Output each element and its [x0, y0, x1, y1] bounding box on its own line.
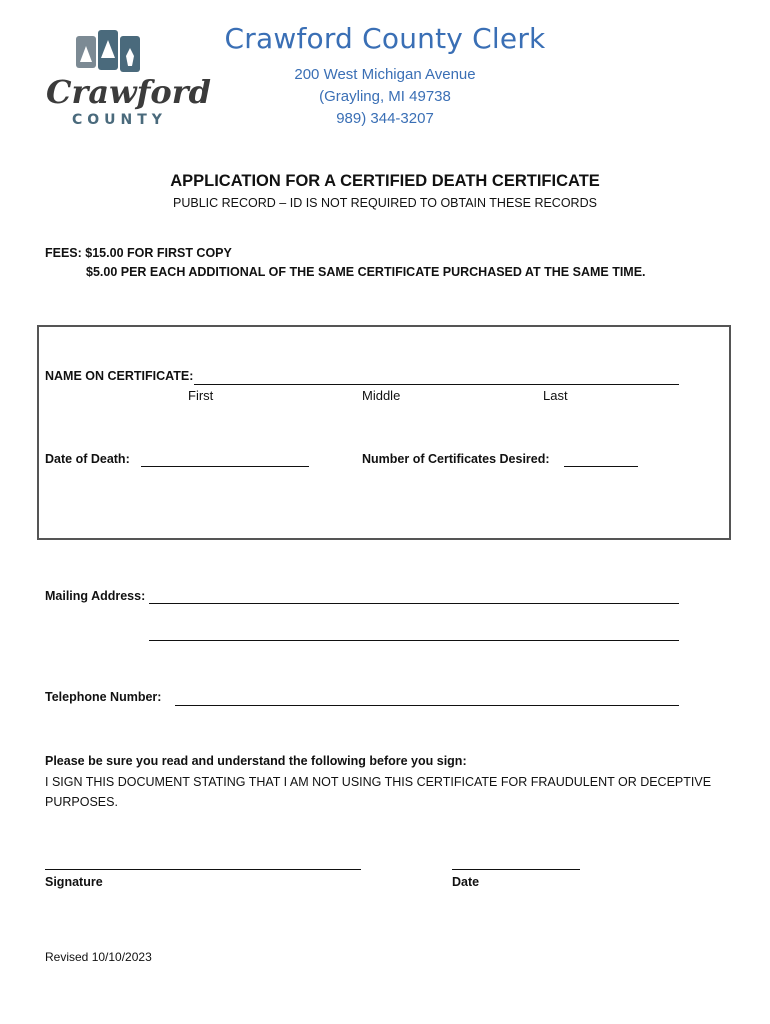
num-certificates-field[interactable] — [564, 466, 638, 467]
certificate-info-box — [37, 325, 731, 540]
date-of-death-field[interactable] — [141, 466, 309, 467]
date-of-death-label: Date of Death: — [45, 452, 130, 466]
telephone-field[interactable] — [175, 705, 679, 706]
address-line-2: (Grayling, MI 49738 — [319, 88, 451, 105]
telephone-label: Telephone Number: — [45, 690, 162, 704]
name-field[interactable] — [194, 384, 679, 385]
num-certificates-label: Number of Certificates Desired: — [362, 452, 550, 466]
form-subtitle: PUBLIC RECORD – ID IS NOT REQUIRED TO OBTAIN THESE RECORDS — [173, 196, 597, 210]
mailing-address-field-2[interactable] — [149, 640, 679, 641]
address-line-1: 200 West Michigan Avenue — [294, 66, 476, 83]
mailing-address-field-1[interactable] — [149, 603, 679, 604]
date-field[interactable] — [452, 869, 580, 870]
fees-first-copy: FEES: $15.00 FOR FIRST COPY — [45, 246, 232, 260]
date-label: Date — [452, 875, 480, 889]
svg-text:COUNTY: COUNTY — [72, 112, 167, 128]
phone-line: 989) 344-3207 — [336, 110, 434, 127]
mailing-address-label: Mailing Address: — [45, 589, 146, 603]
revised-date: Revised 10/10/2023 — [45, 950, 152, 964]
notice-text: I SIGN THIS DOCUMENT STATING THAT I AM NOT USING THIS CERTIFICATE FOR FRAUDULENT OR DECEPTIVE PURPOSES. — [45, 775, 712, 809]
name-middle-caption: Middle — [362, 388, 401, 403]
clerk-title: Crawford County Clerk — [224, 22, 546, 55]
notice-heading: Please be sure you read and understand the following before you sign: — [45, 754, 467, 768]
form-title: APPLICATION FOR A CERTIFIED DEATH CERTIFICATE — [170, 172, 600, 190]
svg-text:Crawford: Crawford — [46, 73, 211, 111]
name-last-caption: Last — [543, 388, 568, 403]
fees-additional: $5.00 PER EACH ADDITIONAL OF THE SAME CERTIFICATE PURCHASED AT THE SAME TIME. — [86, 265, 646, 279]
name-first-caption: First — [188, 388, 214, 403]
signature-label: Signature — [45, 875, 103, 889]
signature-field[interactable] — [45, 869, 361, 870]
name-label: NAME ON CERTIFICATE: — [45, 369, 194, 383]
